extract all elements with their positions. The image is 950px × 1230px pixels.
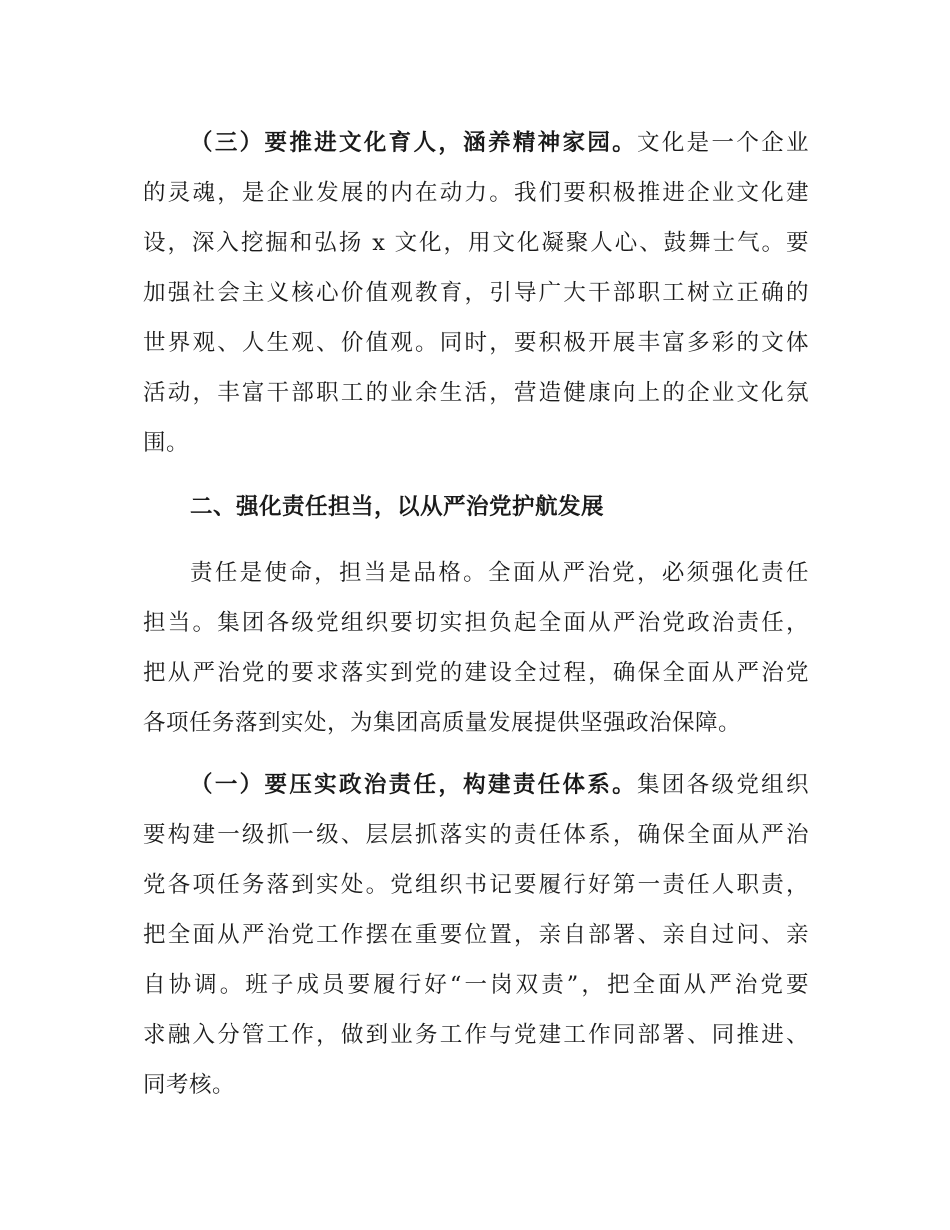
section-three-text: 文化是一个企业 xyxy=(636,130,809,156)
paragraph-line: 把全面从严治党工作摆在重要位置，亲自部署、亲自过问、亲 xyxy=(143,922,809,948)
paragraph-line: 设，深入挖掘和弘扬 x 文化，用文化凝聚人心、鼓舞士气。要 xyxy=(143,230,809,256)
paragraph-line: 各项任务落到实处，为集团高质量发展提供坚强政治保障。 xyxy=(143,710,742,736)
paragraph-line: 要构建一级抓一级、层层抓落实的责任体系，确保全面从严治 xyxy=(143,822,809,848)
paragraph-line: 求融入分管工作，做到业务工作与党建工作同部署、同推进、 xyxy=(143,1022,809,1048)
paragraph-line: 自协调。班子成员要履行好“一岗双责”，把全面从严治党要 xyxy=(143,972,809,998)
paragraph-line: 党各项任务落到实处。党组织书记要履行好第一责任人职责， xyxy=(143,872,809,898)
section-one-text: 集团各级党组织 xyxy=(636,772,809,798)
paragraph-line: 担当。集团各级党组织要切实担负起全面从严治党政治责任， xyxy=(143,610,809,636)
paragraph-line: 围。 xyxy=(143,430,190,456)
paragraph-line: 责任是使命，担当是品格。全面从严治党，必须强化责任 xyxy=(190,560,809,586)
section-three-heading: （三）要推进文化育人，涵养精神家园。 xyxy=(190,130,637,156)
paragraph-line: 世界观、人生观、价值观。同时，要积极开展丰富多彩的文体 xyxy=(143,330,809,356)
paragraph-line: 把从严治党的要求落实到党的建设全过程，确保全面从严治党 xyxy=(143,660,809,686)
section-one-heading: （一）要压实政治责任，构建责任体系。 xyxy=(190,772,637,798)
paragraph-line: 的灵魂，是企业发展的内在动力。我们要积极推进企业文化建 xyxy=(143,180,809,206)
paragraph-line: 加强社会主义核心价值观教育，引导广大干部职工树立正确的 xyxy=(143,280,809,306)
paragraph-line xyxy=(190,128,809,158)
paragraph-line: 同考核。 xyxy=(143,1072,236,1098)
paragraph-line: 活动，丰富干部职工的业余生活，营造健康向上的企业文化氛 xyxy=(143,380,809,406)
section-two-title: 二、强化责任担当，以从严治党护航发展 xyxy=(190,494,605,520)
paragraph-line xyxy=(190,770,809,800)
